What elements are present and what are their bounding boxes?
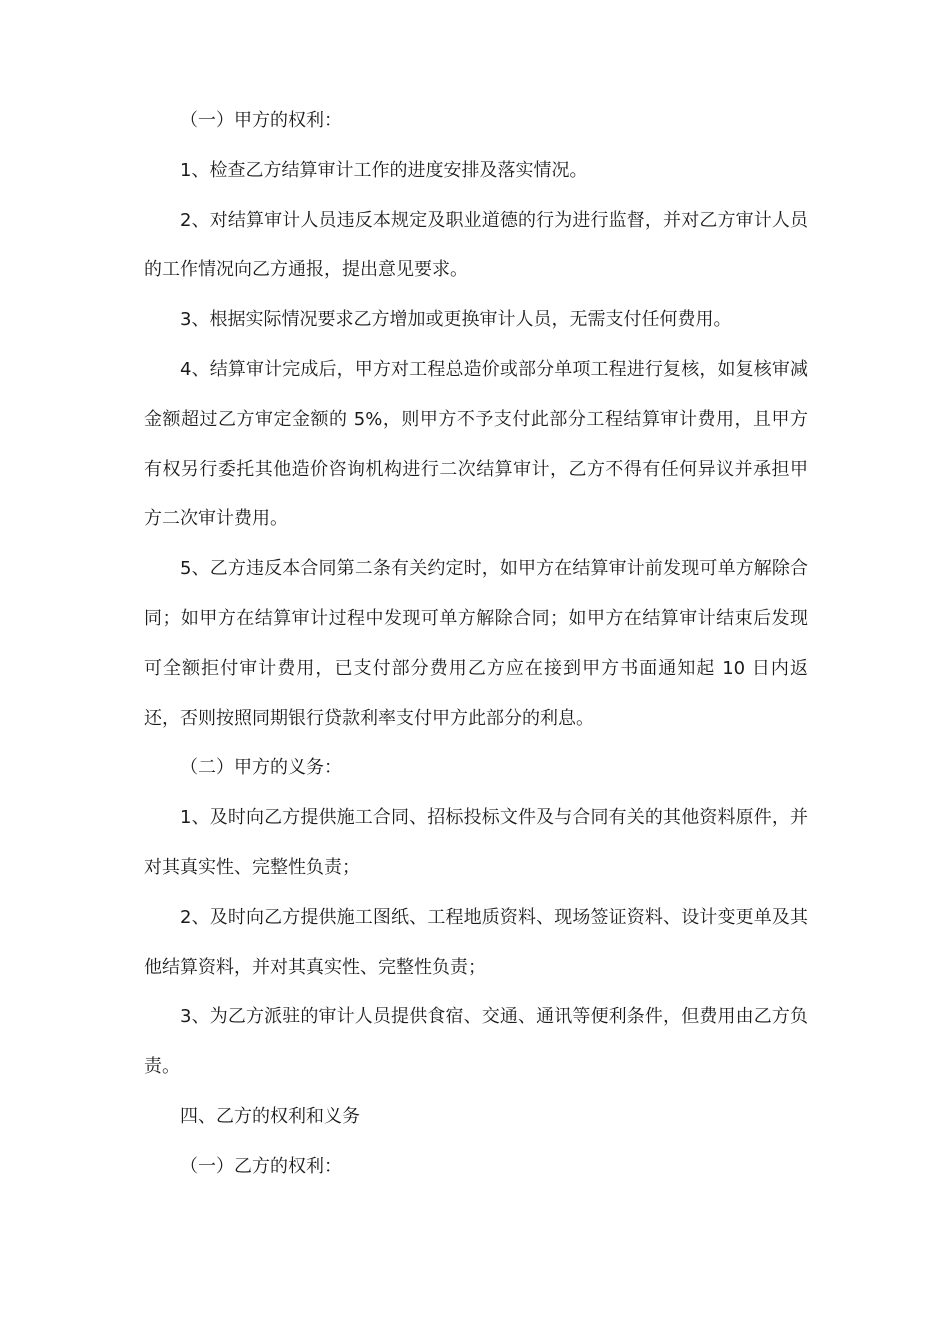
party-a-obligation-1: 1、及时向乙方提供施工合同、招标投标文件及与合同有关的其他资料原件，并对其真实性、完整性负责； <box>144 807 808 878</box>
party-a-obligation-3: 3、为乙方派驻的审计人员提供食宿、交通、通讯等便利条件，但费用由乙方负责。 <box>144 1006 808 1078</box>
section-heading-party-a-rights: （一）甲方的权利： <box>180 110 342 131</box>
party-a-right-4: 4、结算审计完成后，甲方对工程总造价或部分单项工程进行复核，如复核审减金额超过乙方审定金额的 5%，则甲方不予支付此部分工程结算审计费用，且甲方有权另行委托其他造价咨询机构进行二次结算审计，乙方不得有任何异议并承担甲方二次审计费用。 <box>144 358 808 530</box>
party-a-right-2: 2、对结算审计人员违反本规定及职业道德的行为进行监督，并对乙方审计人员的工作情况向乙方通报，提出意见要求。 <box>144 209 808 281</box>
contract-text <box>144 96 808 1192</box>
party-a-obligation-2: 2、及时向乙方提供施工图纸、工程地质资料、现场签证资料、设计变更单及其他结算资料，并对其真实性、完整性负责； <box>144 906 808 978</box>
party-a-right-3: 3、根据实际情况要求乙方增加或更换审计人员，无需支付任何费用。 <box>180 309 732 331</box>
section-heading-party-b: 四、乙方的权利和义务 <box>180 1105 360 1127</box>
section-heading-party-b-rights: （一）乙方的权利： <box>180 1155 342 1177</box>
party-a-right-1: 1、检查乙方结算审计工作的进度安排及落实情况。 <box>180 159 588 181</box>
party-a-right-5: 5、乙方违反本合同第二条有关约定时，如甲方在结算审计前发现可单方解除合同；如甲方在结算审计过程中发现可单方解除合同；如甲方在结算审计结束后发现可全额拒付审计费用，已支付部分费用乙方应在接到甲方书面通知起 10 日内返还，否则按照同期银行贷款利率支付甲方此部分的利息。 <box>144 558 808 729</box>
section-heading-party-a-obligations: （二）甲方的义务： <box>180 757 342 779</box>
